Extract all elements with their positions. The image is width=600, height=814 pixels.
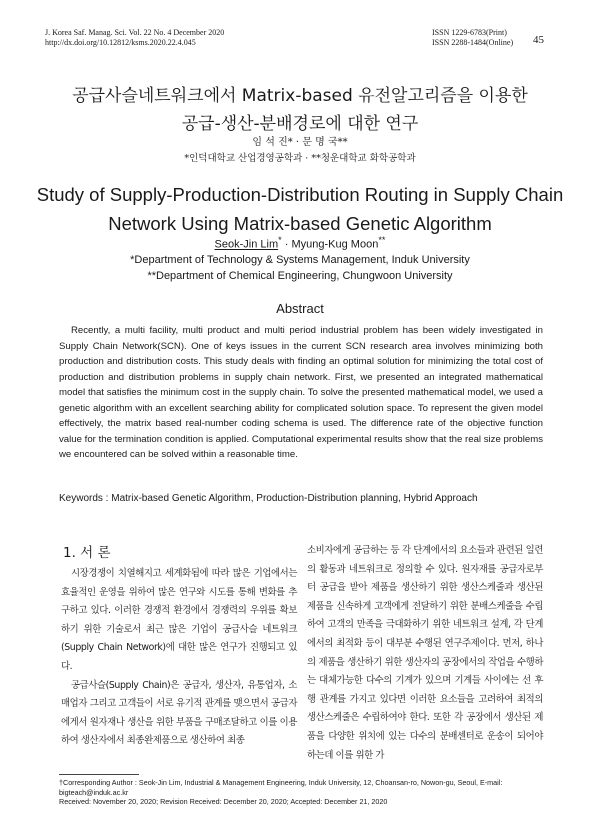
author-2-mark: ** bbox=[378, 235, 386, 245]
author-2-name: Myung-Kug Moon bbox=[291, 238, 379, 251]
author-separator: · bbox=[281, 238, 292, 251]
section-heading-introduction: 1. 서 론 bbox=[63, 545, 111, 561]
journal-citation: J. Korea Saf. Manag. Sci. Vol. 22 No. 4 December 2020 bbox=[45, 28, 225, 37]
english-affiliations bbox=[0, 252, 600, 284]
footnote-divider bbox=[59, 774, 139, 775]
issn-online: ISSN 2288-1484(Online) bbox=[432, 38, 514, 47]
english-title-line2: Network Using Matrix-based Genetic Algorithm bbox=[108, 213, 492, 234]
affiliation-1: *Department of Technology & Systems Management, Induk University bbox=[130, 254, 470, 266]
keywords: Keywords : Matrix-based Genetic Algorithm, Production-Distribution planning, Hybrid Approach bbox=[59, 493, 478, 504]
body-column-right bbox=[307, 542, 543, 765]
korean-title-line1: 공급사슬네트워크에서 Matrix-based 유전알고리즘을 이용한 bbox=[72, 86, 528, 106]
running-header-right bbox=[432, 28, 513, 48]
doi-link[interactable]: http://dx.doi.org/10.12812/ksms.2020.22.4.045 bbox=[45, 38, 196, 47]
issn-print: ISSN 1229-6783(Print) bbox=[432, 28, 507, 37]
received-dates: Received: November 20, 2020; Revision Received: December 20, 2020; Accepted: December 21, 2020 bbox=[59, 797, 388, 807]
english-authors bbox=[0, 235, 600, 251]
footnote bbox=[59, 778, 543, 807]
korean-title-line2: 공급-생산-분배경로에 대한 연구 bbox=[181, 114, 419, 134]
korean-title bbox=[0, 82, 600, 138]
english-title-line1: Study of Supply-Production-Distribution Routing in Supply Chain bbox=[36, 184, 564, 205]
korean-authors: 임 석 진* · 문 명 국** bbox=[252, 137, 348, 148]
author-1-mark: * bbox=[278, 235, 282, 245]
korean-affiliations: *인덕대학교 산업경영공학과 · **청운대학교 화학공학과 bbox=[184, 153, 416, 164]
body-column-left bbox=[61, 565, 297, 751]
intro-paragraph-continued: 소비자에게 공급하는 등 각 단계에서의 요소들과 관련된 일련의 활동과 네트워크로 정의할 수 있다. 원자재를 공급자로부터 공급을 받아 제품을 생산하기 위한 생산스케줄과 생산된 제품을 신속하게 고객에게 전달하기 위한 분배스케줄을 수립하여 고객의 만족을 극대화하기 위한 네트워크 설계, 각 단계에서의 최적화 등이 대부분 수행된 연구주제이다. 먼저, 하나의 제품을 생산하기 위한 생산자의 공장에서의 작업을 수행하는 대체가능한 다수의 기계가 있으며 기계들 사이에는 선 후행 관계를 가지고 있다면 이러한 요소들을 고려하여 최적의 생산스케줄은 수립하여야 한다. 또한 각 공장에서 생산된 제품을 다양한 위치에 있는 다수의 분배센터로 운송이 되어야 하는데 이를 위한 가 bbox=[307, 545, 543, 761]
intro-paragraph-2: 공급사슬(Supply Chain)은 공급자, 생산자, 유통업자, 소매업자 그리고 고객들이 서로 유기적 관계를 맺으면서 공급자에게서 원자재나 생산을 위한 부품을 구매조달하고 이를 이용하여 생산자에서 최종완제품으로 생산하여 최종 bbox=[61, 679, 297, 747]
abstract-body: Recently, a multi facility, multi product and multi period industrial problem has been widely investigated in Supply Chain Network(SCN). One of keys issues in the current SCN research area involves minimizing both production and distribution costs. This study deals with finding an optimal solution for minimizing the total cost of production and distribution problems in supply chain network. First, we presented an integrated mathematical model that satisfies the minimum cost in the supply chain. To solve the presented mathematical model, we used a genetic algorithm with an excellent searching ability for complicated solution space. To represent the given model effectively, the matrix based real-number coding schema is used. The difference rate of the objective function value for the termination condition is applied. Computational experimental results show that the real size problems we encountered can be solved within a reasonable time. bbox=[59, 325, 543, 460]
affiliation-2: **Department of Chemical Engineering, Chungwoon University bbox=[147, 270, 453, 282]
abstract-heading: Abstract bbox=[276, 301, 324, 316]
running-header-left bbox=[45, 28, 224, 48]
page-number: 45 bbox=[533, 34, 544, 46]
author-1-name: Seok-Jin Lim bbox=[214, 238, 279, 251]
corresponding-author: †Corresponding Author : Seok-Jin Lim, Industrial & Management Engineering, Induk University, 12, Choansan-ro, Nowon-gu, Seoul, E-mail: bigteach@induk.ac.kr bbox=[59, 778, 503, 797]
intro-paragraph-1: 시장경쟁이 치열해지고 세계화됨에 따라 많은 기업에서는 효율적인 운영을 위하여 많은 연구와 시도를 통해 변화를 추구하고 있다. 이러한 경쟁적 환경에서 경쟁력의 우위를 확보하기 위한 기술로서 최근 많은 기업이 공급사슬 네트워크(Supply Chain Network)에 대한 많은 연구가 진행되고 있다. bbox=[61, 568, 297, 672]
english-title bbox=[0, 180, 600, 238]
